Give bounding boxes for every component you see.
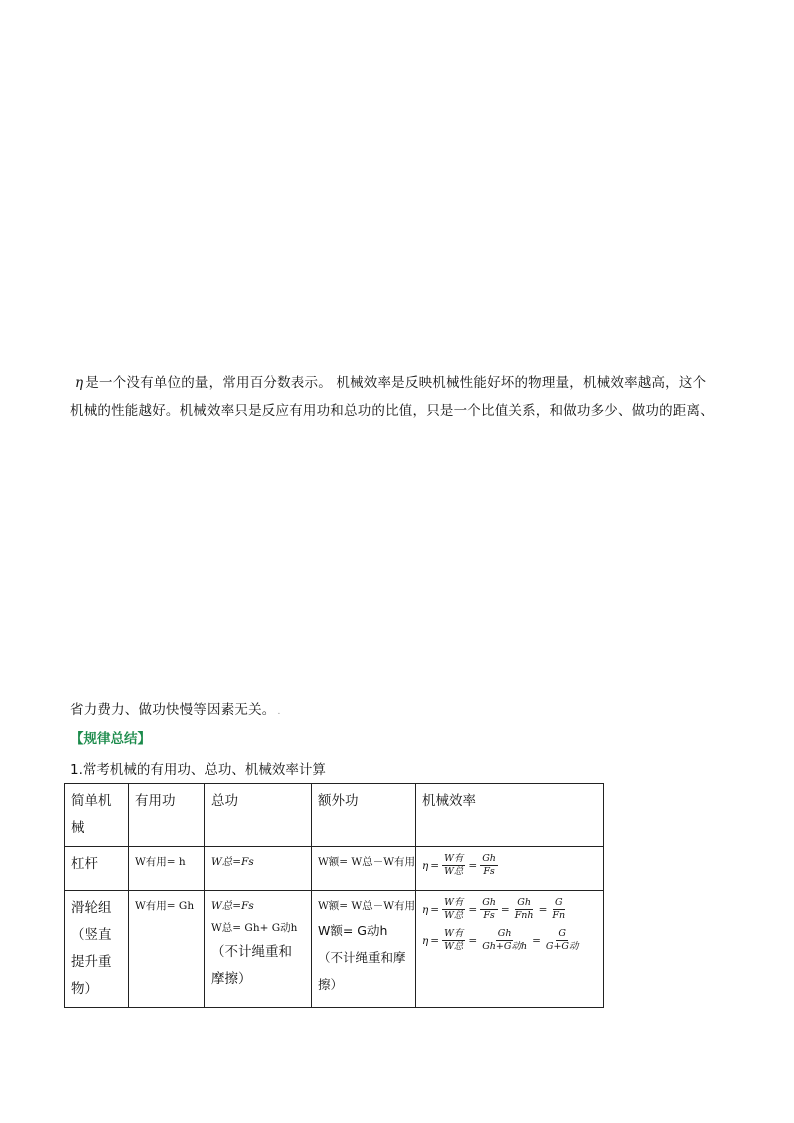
paragraph-line-3-text: 省力费力、做功快慢等因素无关。 xyxy=(70,702,276,718)
table-row-pulley xyxy=(65,891,604,1008)
lever-efficiency-formula: η = $\frac{\text{W有}}{\text{W总}}$ = $\frac{Gh}{Fs}$ xyxy=(422,853,496,877)
paragraph-line-3 xyxy=(70,698,281,718)
pulley-useful-cell xyxy=(129,891,205,1008)
pulley1-f1-den: W总 xyxy=(444,910,464,921)
pulley1-fraction-1 xyxy=(442,897,465,922)
pulley2-f2-num: Gh xyxy=(497,928,512,939)
header-efficiency: 机械效率 xyxy=(416,784,604,847)
pulley1-f2-den: Fs xyxy=(483,910,495,921)
pulley1-f4-den: Fn xyxy=(552,910,566,921)
pulley2-f1-num: W有 xyxy=(444,928,464,939)
paragraph-line-1-text: 是一个没有单位的量，常用百分数表示。 机械效率是反映机械性能好坏的物理量，机械效率越高，这个 xyxy=(85,375,707,391)
pulley1-f2-num: Gh xyxy=(482,897,496,908)
lever-extra-cell xyxy=(312,847,416,891)
lever-name: 杠杆 xyxy=(65,847,129,891)
pulley-total-note: （不计绳重和摩擦） xyxy=(211,944,292,987)
pulley1-f3-den: Fnh xyxy=(514,910,534,921)
pulley-efficiency-formula-1: η = $\frac{\text{W有}}{\text{W总}}$ = $\frac{Gh}{Fs}$ = $\frac{Gh}{\text{Fnh}}$ = $\frac{G}{Fn}$ xyxy=(422,897,566,921)
pulley-eta-2: η xyxy=(422,934,429,947)
pulley-extra-cell xyxy=(312,891,416,1008)
lever-f2-den: Fs xyxy=(483,866,495,877)
text-cursor-mark: . xyxy=(277,707,281,717)
pulley-total-cell xyxy=(205,891,312,1008)
header-total-work: 总功 xyxy=(205,784,312,847)
table-header-row xyxy=(65,784,604,847)
lever-useful: W有用= h xyxy=(135,856,186,868)
lever-total-cell xyxy=(205,847,312,891)
lever-extra: W额= W总－W有用 xyxy=(318,856,416,868)
pulley-extra-2: W额= G动h（不计绳重和摩擦） xyxy=(318,923,406,992)
pulley2-f2-den: Gh+G动h xyxy=(482,941,528,952)
pulley2-fraction-3 xyxy=(544,928,581,953)
pulley-total-2: W总= Gh+ G动h xyxy=(211,922,298,934)
lever-f2-num: Gh xyxy=(482,853,496,864)
lever-fraction-1 xyxy=(442,853,465,878)
section-heading: 【规律总结】 xyxy=(70,731,151,747)
pulley-efficiency-cell xyxy=(416,891,604,1008)
pulley1-f4-num: G xyxy=(554,897,563,908)
header-useful-work: 有用功 xyxy=(129,784,205,847)
table-row-lever xyxy=(65,847,604,891)
paragraph-line-2: 机械的性能越好。机械效率只是反应有用功和总功的比值，只是一个比值关系，和做功多少、做功的距离、 xyxy=(70,403,714,419)
lever-f1-den: W总 xyxy=(444,866,464,877)
pulley1-fraction-3 xyxy=(513,897,536,922)
pulley-extra-1: W额= W总－W有用 xyxy=(318,900,416,912)
pulley-eta-1: η xyxy=(422,903,429,916)
pulley1-f1-num: W有 xyxy=(444,897,464,908)
table-caption: 1.常考机械的有用功、总功、机械效率计算 xyxy=(70,762,326,778)
pulley-efficiency-formula-2: η = $\frac{\text{W有}}{\text{W总}}$ = $\frac{Gh}{\text{Gh+G动h}}$ = $\frac{G}{\text{G+G动}}$ xyxy=(422,928,579,952)
mechanics-table xyxy=(64,783,604,1008)
pulley1-f3-num: Gh xyxy=(517,897,531,908)
pulley2-f3-num: G xyxy=(558,928,566,939)
eta-symbol: η xyxy=(75,375,84,391)
pulley2-fraction-1 xyxy=(442,928,465,953)
lever-f1-num: W有 xyxy=(444,853,464,864)
header-machine: 简单机械 xyxy=(65,784,129,847)
lever-eta: η xyxy=(422,859,429,872)
lever-fraction-2 xyxy=(480,853,498,878)
pulley-name: 滑轮组（竖直提升重物） xyxy=(65,891,129,1008)
pulley-useful: W有用= Gh xyxy=(135,900,195,912)
pulley2-fraction-2 xyxy=(480,928,529,953)
pulley1-fraction-2 xyxy=(480,897,498,922)
pulley2-f1-den: W总 xyxy=(444,941,464,952)
pulley1-fraction-4 xyxy=(550,897,567,922)
lever-useful-cell xyxy=(129,847,205,891)
pulley-total-1: W总=Fs xyxy=(211,900,254,912)
header-extra-work: 额外功 xyxy=(312,784,416,847)
lever-efficiency-cell xyxy=(416,847,604,891)
lever-total: W总=Fs xyxy=(211,856,254,868)
paragraph-line-1 xyxy=(75,371,706,391)
pulley2-f3-den: G+G动 xyxy=(545,941,579,952)
